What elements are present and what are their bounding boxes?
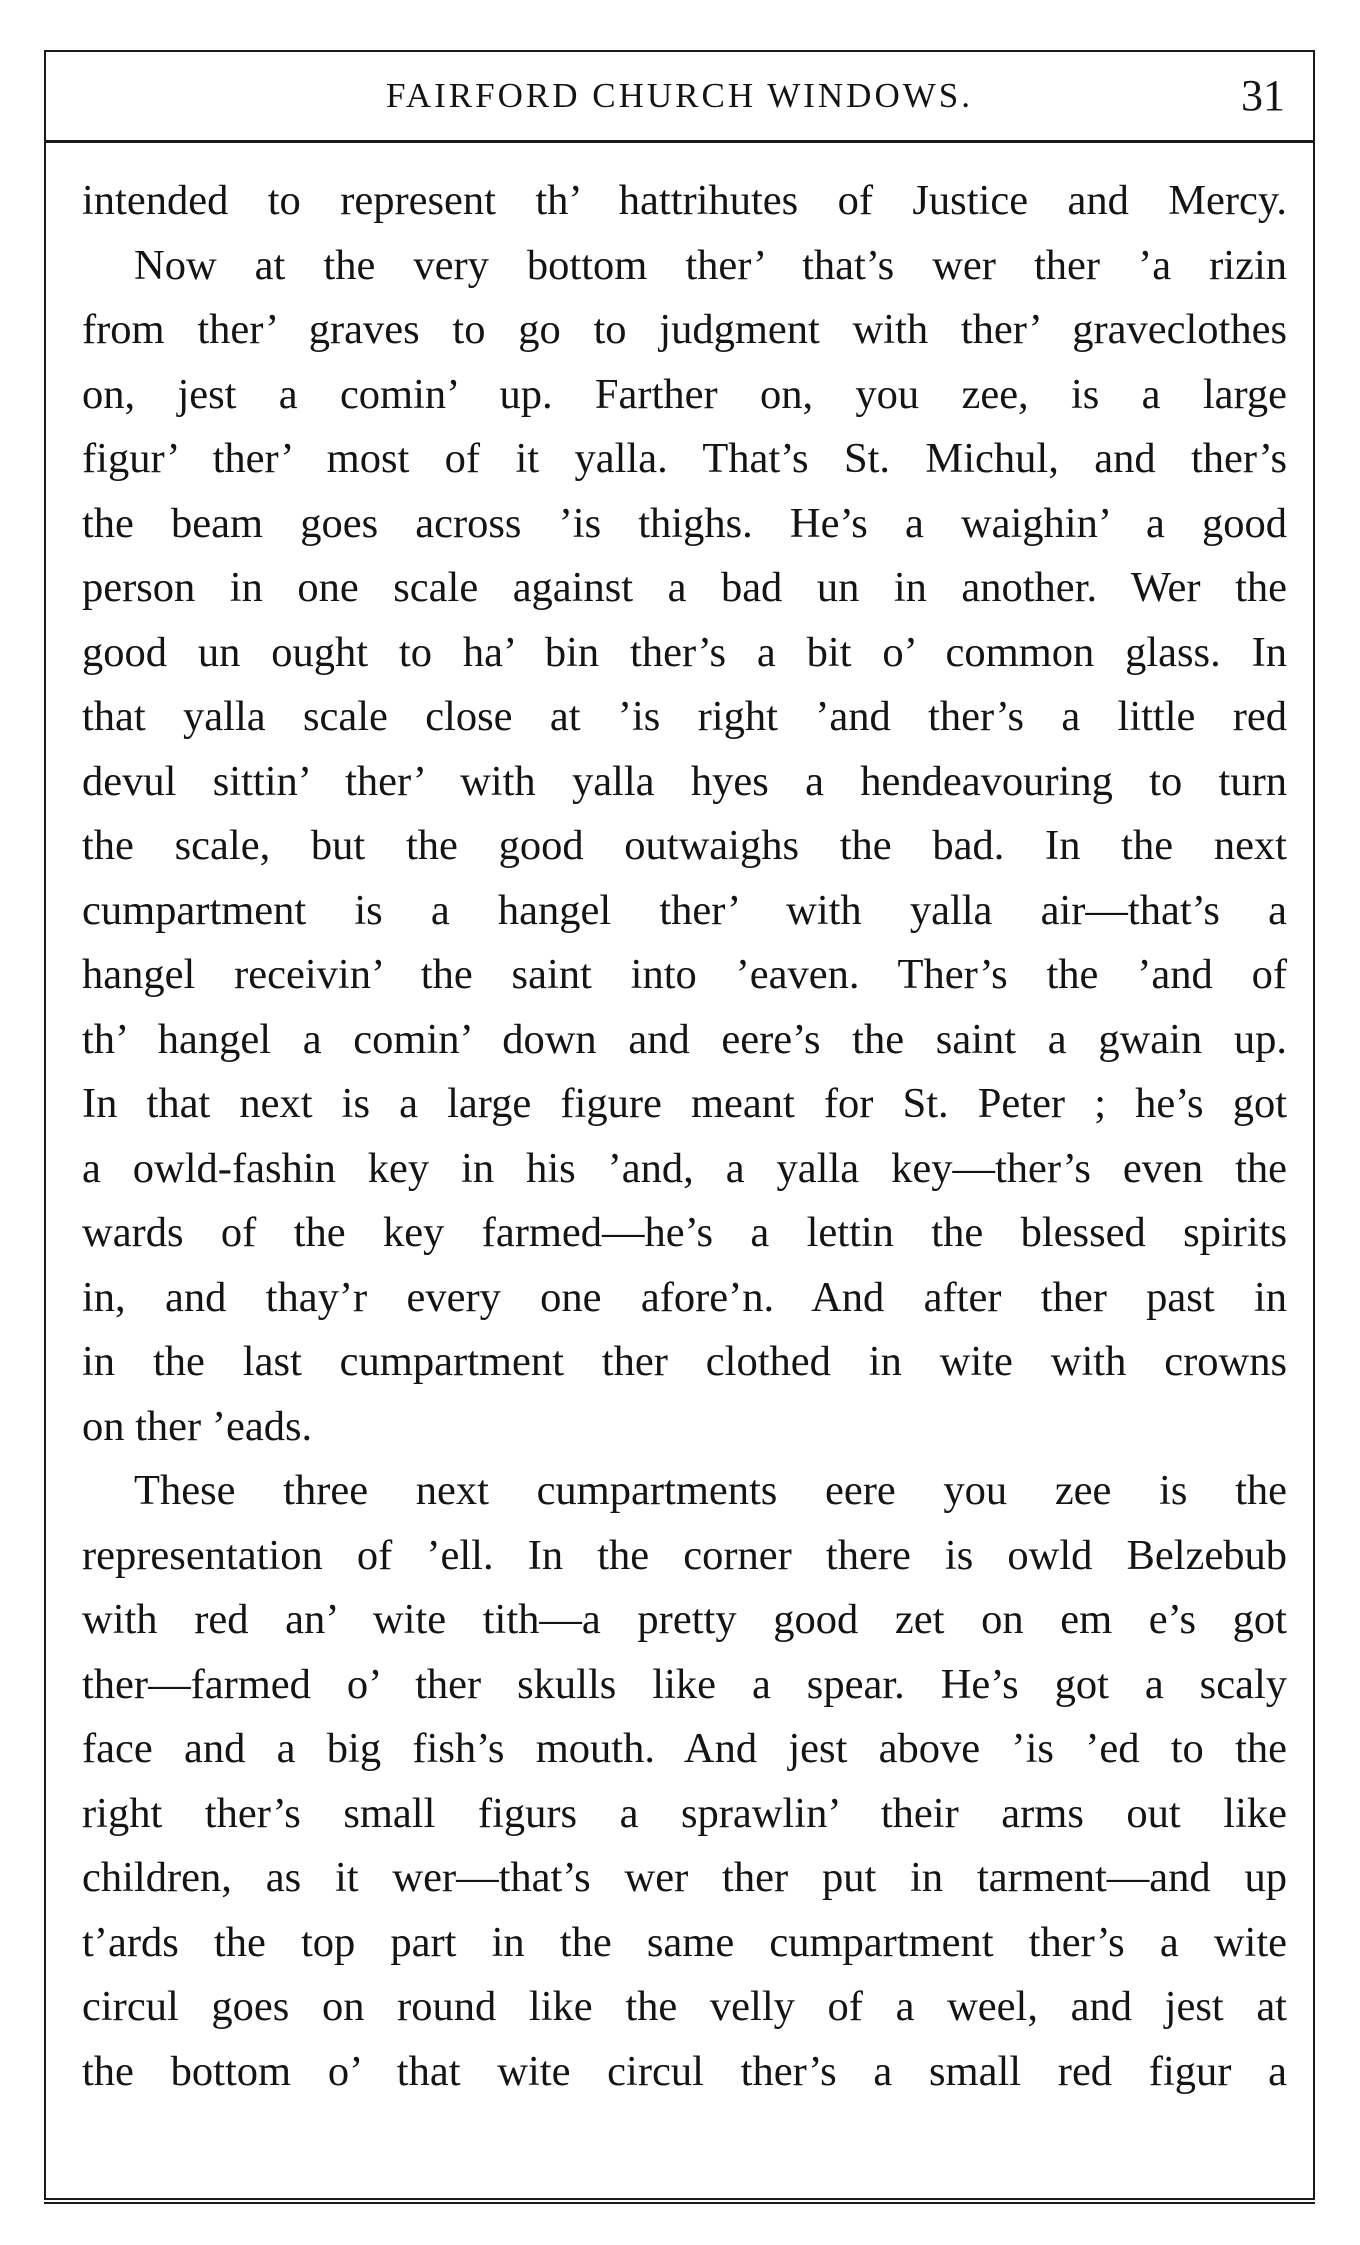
- text-line: face and a big fish’s mouth. And jest above ’is ’ed to the: [82, 1725, 1287, 1772]
- paragraph-2: [82, 234, 1287, 1460]
- page-number: 31: [1241, 71, 1285, 120]
- text-line: in the last cumpartment ther clothed in wite with crowns: [82, 1338, 1287, 1385]
- text-line: Now at the very bottom ther’ that’s wer ther ’a rizin: [134, 241, 1287, 289]
- text-line: figur’ ther’ most of it yalla. That’s St. Michul, and ther’s: [82, 435, 1287, 482]
- text-line: right ther’s small figurs a sprawlin’ their arms out like: [82, 1789, 1287, 1837]
- text-line: children, as it wer—that’s wer ther put in tarment—and up: [82, 1854, 1287, 1901]
- text-line: the scale, but the good outwaighs the bad. In the next: [82, 822, 1287, 869]
- text-line: good un ought to ha’ bin ther’s a bit o’ common glass. In: [82, 628, 1287, 676]
- text-line: a owld-fashin key in his ’and, a yalla key—ther’s even the: [82, 1144, 1287, 1192]
- text-line: in, and thay’r every one afore’n. And after ther past in: [82, 1273, 1287, 1321]
- text-line: representation of ’ell. In the corner there is owld Belzebub: [82, 1531, 1287, 1579]
- text-line: on, jest a comin’ up. Farther on, you zee, is a large: [82, 370, 1287, 418]
- text-line: In that next is a large figure meant for St. Peter ; he’s got: [82, 1080, 1287, 1127]
- text-line: ther—farmed o’ ther skulls like a spear. He’s got a scaly: [82, 1660, 1287, 1708]
- text-line: hangel receivin’ the saint into ’eaven. Ther’s the ’and of: [82, 951, 1287, 998]
- page-frame: [44, 50, 1315, 2200]
- text-line: on ther ’eads.: [82, 1402, 313, 1450]
- text-line: These three next cumpartments eere you zee is the: [134, 1467, 1287, 1514]
- text-line: the beam goes across ’is thighs. He’s a waighin’ a good: [82, 499, 1287, 547]
- text-line: t’ards the top part in the same cumpartment ther’s a wite: [82, 1918, 1287, 1966]
- text-line: intended to represent th’ hattrihutes of Justice and Mercy.: [82, 177, 1287, 224]
- text-line: wards of the key farmed—he’s a lettin the blessed spirits: [82, 1209, 1287, 1256]
- paragraph-3: [82, 1459, 1287, 2104]
- text-line: cumpartment is a hangel ther’ with yalla air—that’s a: [82, 886, 1287, 934]
- text-line: circul goes on round like the velly of a weel, and jest at: [82, 1983, 1287, 2030]
- text-line: person in one scale against a bad un in another. Wer the: [82, 564, 1287, 611]
- body-text: [82, 169, 1287, 2104]
- running-header: [46, 52, 1313, 143]
- text-line: the bottom o’ that wite circul ther’s a small red figur a: [82, 2047, 1287, 2095]
- paragraph-1: [82, 169, 1287, 234]
- text-line: with red an’ wite tith—a pretty good zet on em e’s got: [82, 1596, 1287, 1643]
- text-line: devul sittin’ ther’ with yalla hyes a hendeavouring to turn: [82, 757, 1287, 805]
- text-line: th’ hangel a comin’ down and eere’s the saint a gwain up.: [82, 1015, 1287, 1063]
- running-title: FAIRFORD CHURCH WINDOWS.: [385, 76, 973, 115]
- text-line: that yalla scale close at ’is right ’and ther’s a little red: [82, 693, 1287, 740]
- text-line: from ther’ graves to go to judgment with ther’ graveclothes: [82, 306, 1287, 353]
